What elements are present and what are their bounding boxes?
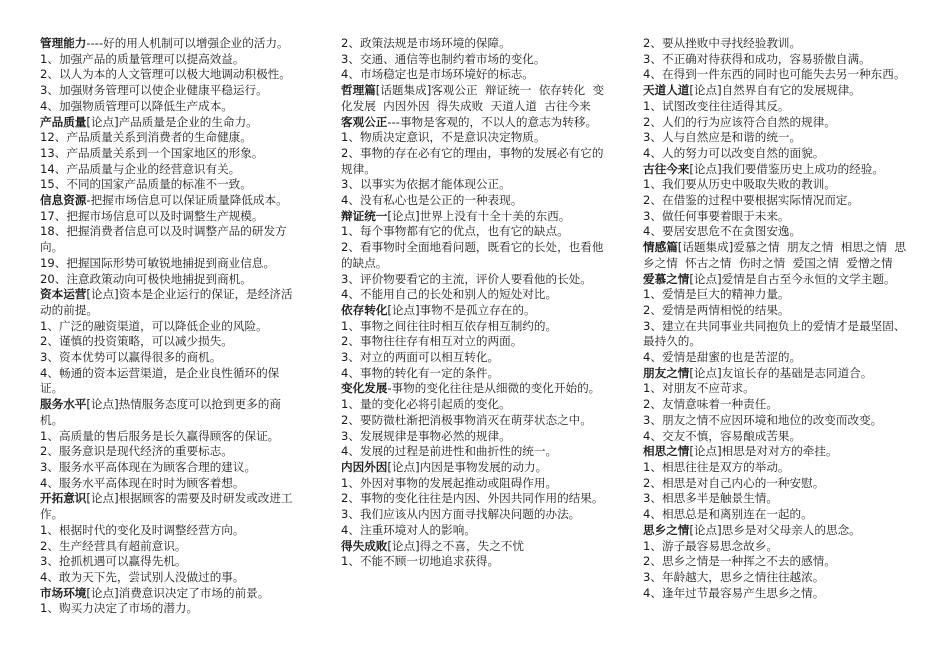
line-text: 2、在借鉴的过程中要根据实际情况而定。 — [643, 193, 860, 208]
section-heading-line — [643, 366, 913, 382]
line-text: 3、加强财务管理可以使企业健康平稳运行。 — [40, 83, 268, 98]
list-item — [341, 444, 609, 460]
line-text: [论点]得之不喜，失之不忧 — [387, 538, 524, 553]
line-text: 3、朋友之情不应因环境和地位的改变而改变。 — [643, 412, 883, 427]
list-item — [40, 99, 302, 115]
section-heading: 资本运营 — [40, 287, 87, 302]
line-text: [论点]内因是事物发展的动力。 — [387, 459, 548, 474]
list-item — [40, 224, 302, 255]
line-text: 4、交友不慎，容易酿成苦果。 — [643, 428, 802, 443]
list-item — [643, 350, 913, 366]
section-heading: 管理能力 — [40, 36, 87, 50]
line-text: 2、思乡之情是一种挥之不去的感情。 — [643, 554, 836, 569]
line-text: 4、不能用自己的长处和别人的短处对比。 — [341, 287, 558, 302]
line-text: 2、看事物时全面地看问题，既看它的长处，也看他的缺点。 — [341, 240, 604, 270]
section-heading-line — [643, 523, 913, 539]
line-text: 3、以事实为依据才能体现公正。 — [341, 177, 511, 192]
list-item — [643, 397, 913, 413]
line-text: [话题集成]客观公正 辩证统一 依存转化 变化发展 内因外因 得失成败 天道人道 古往今来 — [341, 83, 605, 113]
line-text: [论点]消费意识决定了市场的前景。 — [86, 585, 270, 600]
list-item — [643, 491, 913, 507]
list-item — [643, 476, 913, 492]
line-text: 3、我们应该从内因方面寻找解决问题的办法。 — [341, 507, 581, 522]
section-heading: 朋友之情 — [643, 365, 690, 380]
section-heading: 产品质量 — [40, 114, 87, 129]
line-text: 3、资本优势可以赢得很多的商机。 — [40, 350, 222, 365]
line-text: 3、对立的两面可以相互转化。 — [341, 350, 500, 365]
list-item — [643, 429, 913, 445]
line-text: [论点]思乡是对父母亲人的思念。 — [689, 522, 861, 537]
line-text: [论点]资本是企业运行的保证，是经济活动的前提。 — [40, 287, 293, 317]
line-text: 19、把握国际形势可敏锐地捕捉到商业信息。 — [40, 255, 276, 270]
section-heading-line — [40, 397, 302, 428]
list-item — [643, 67, 913, 83]
section-heading-line — [341, 539, 609, 555]
line-text: 1、对朋友不应苛求。 — [643, 381, 755, 396]
line-text: 1、每个事物都有它的优点，也有它的缺点。 — [341, 224, 569, 239]
line-text: 1、试图改变往往适得其反。 — [643, 98, 790, 113]
section-heading-line — [341, 460, 609, 476]
section-heading-line — [643, 240, 913, 271]
line-text: 2、要从挫败中寻找经验教训。 — [643, 36, 802, 50]
list-item — [643, 287, 913, 303]
line-text: 3、年龄越大，思乡之情往往越浓。 — [643, 569, 825, 584]
line-text: 2、以人为本的人文管理可以极大地调动积极性。 — [40, 67, 291, 82]
line-text: 13、产品质量关系到一个国家地区的形象。 — [40, 145, 264, 160]
list-item — [341, 507, 609, 523]
list-item — [40, 52, 302, 68]
line-text: 20、注意政策动向可极快地捕捉到商机。 — [40, 271, 252, 286]
line-text: 1、不能不顾一切地追求获得。 — [341, 554, 500, 569]
line-text: 2、服务意识是现代经济的重要标志。 — [40, 444, 233, 459]
section-heading: 哲理篇 — [341, 83, 376, 98]
line-text: 3、建立在共同事业共同抱负上的爱情才是最坚固、最持久的。 — [643, 318, 906, 349]
list-item — [40, 83, 302, 99]
section-heading-line — [643, 272, 913, 288]
section-heading: 客观公正 — [341, 114, 388, 129]
list-item — [643, 52, 913, 68]
section-heading: 服务水平 — [40, 397, 87, 412]
line-text: 2、友情意味着一种责任。 — [643, 397, 778, 412]
list-item — [341, 146, 609, 177]
line-text: [论点]热情服务态度可以抢到更多的商机。 — [40, 397, 281, 427]
section-heading-line — [341, 209, 609, 225]
line-text: 12、产品质量关系到消费者的生命健康。 — [40, 130, 252, 145]
list-item — [40, 444, 302, 460]
section-heading: 得失成败 — [341, 538, 388, 553]
section-heading-line — [341, 115, 609, 131]
list-item — [341, 429, 609, 445]
line-text: 3、做任何事要着眼于未来。 — [643, 208, 790, 223]
list-item — [341, 287, 609, 303]
list-item — [643, 193, 913, 209]
list-item — [341, 476, 609, 492]
list-item — [643, 146, 913, 162]
column-right — [643, 36, 913, 601]
line-text: 4、相思总是和离别连在一起的。 — [643, 507, 813, 522]
line-text: 4、畅通的资本运营渠道，是企业良性循环的保证。 — [40, 365, 280, 396]
line-text: 4、加强物质管理可以降低生产成本。 — [40, 98, 233, 113]
list-item — [643, 115, 913, 131]
section-heading: 开拓意识 — [40, 491, 87, 506]
section-heading: 思乡之情 — [643, 522, 690, 537]
line-text: 4、在得到一件东西的同时也可能失去另一种东西。 — [643, 67, 906, 82]
list-item — [341, 36, 609, 52]
list-item — [341, 177, 609, 193]
list-item — [341, 240, 609, 271]
line-text: 3、交通、通信等也制约着市场的变化。 — [341, 51, 546, 66]
line-text: 18、把握消费者信息可以及时调整产品的研发方向。 — [40, 224, 287, 255]
line-text: [论点]根据顾客的需要及时研发或改进工作。 — [40, 491, 293, 522]
list-item — [40, 67, 302, 83]
section-heading-line — [40, 115, 302, 131]
line-text: 1、购买力决定了市场的潜力。 — [40, 601, 199, 616]
section-heading-line — [341, 381, 609, 397]
list-item — [40, 554, 302, 570]
section-heading-line — [643, 444, 913, 460]
line-text: 2、要防微杜渐把消极事物消灭在萌芽状态之中。 — [341, 412, 592, 427]
line-text: 2、事物的变化往往是内因、外因共同作用的结果。 — [341, 491, 604, 506]
list-item — [643, 224, 913, 240]
line-text: 4、逢年过节最容易产生思乡之情。 — [643, 585, 825, 600]
list-item — [341, 224, 609, 240]
list-item — [643, 209, 913, 225]
line-text: 2、生产经营具有超前意识。 — [40, 538, 187, 553]
line-text: 2、爱情是两情相悦的结果。 — [643, 302, 790, 317]
list-item — [40, 209, 302, 225]
list-item — [40, 429, 302, 445]
list-item — [40, 460, 302, 476]
list-item — [40, 162, 302, 178]
list-item — [40, 334, 302, 350]
line-text: 3、服务水平高体现在为顾客合理的建议。 — [40, 459, 257, 474]
list-item — [643, 303, 913, 319]
section-heading-line — [643, 162, 913, 178]
line-text: 2、事物往往存有相互对立的两面。 — [341, 334, 523, 349]
line-text: 4、爱情是甜蜜的也是苦涩的。 — [643, 350, 802, 365]
line-text: 14、产品质量与企业的经营意识有关。 — [40, 161, 241, 176]
list-item — [40, 146, 302, 162]
list-item — [341, 67, 609, 83]
line-text: 4、发展的过程是前进性和曲折性的统一。 — [341, 444, 558, 459]
line-text: 2、人们的行为应该符合自然的规律。 — [643, 114, 836, 129]
list-item — [341, 366, 609, 382]
list-item — [40, 319, 302, 335]
section-heading-line — [40, 491, 302, 522]
line-text: 1、量的变化必将引起质的变化。 — [341, 397, 511, 412]
section-heading: 依存转化 — [341, 302, 388, 317]
line-text: 1、根据时代的变化及时调整经营方向。 — [40, 522, 245, 537]
section-heading: 情感篇 — [643, 240, 678, 255]
list-item — [643, 413, 913, 429]
line-text: 2、谨慎的投资策略，可以减少损失。 — [40, 334, 233, 349]
line-text: [论点]相思是对对方的牵挂。 — [689, 444, 838, 459]
column-middle — [341, 36, 609, 570]
line-text: [论点]友谊长存的基础是志同道合。 — [689, 365, 873, 380]
section-heading: 天道人道 — [643, 83, 690, 98]
line-text: 1、爱情是巨大的精神力量。 — [643, 287, 790, 302]
line-text: 3、相思多半是触景生情。 — [643, 491, 778, 506]
line-text: 4、注重环境对人的影响。 — [341, 522, 476, 537]
list-item — [643, 586, 913, 602]
list-item — [341, 193, 609, 209]
line-text: [论点]爱情是自古至今永恒的文学主题。 — [689, 271, 896, 286]
line-text: 1、广泛的融资渠道，可以降低企业的风险。 — [40, 318, 268, 333]
list-item — [341, 413, 609, 429]
list-item — [341, 350, 609, 366]
list-item — [643, 539, 913, 555]
line-text: 15、不同的国家产品质量的标准不一致。 — [40, 177, 252, 192]
list-item — [40, 366, 302, 397]
line-text: -把握市场信息可以保证质量降低成本。 — [86, 193, 288, 208]
line-text: 3、抢抓机遇可以赢得先机。 — [40, 554, 187, 569]
line-text: -事物的变化往往是从细微的变化开始的。 — [387, 381, 601, 396]
line-text: [话题集成]爱慕之情 朋友之情 相思之情 思乡之情 怀古之情 伤时之情 爱国之情 爱憎之情 — [643, 240, 907, 270]
section-heading: 信息资源 — [40, 193, 87, 208]
line-text: 2、事物的存在必有它的理由，事物的发展必有它的规律。 — [341, 145, 604, 176]
section-heading-line — [40, 36, 302, 52]
line-text: 1、外因对事物的发展起推动或阻碍作用。 — [341, 475, 558, 490]
line-text: 1、事物之间往往时相互依存相互制约的。 — [341, 318, 558, 333]
list-item — [341, 554, 609, 570]
line-text: ---事物是客观的，不以人的意志为转移。 — [387, 114, 598, 129]
line-text: [论点]自然界自有它的发展规律。 — [689, 83, 861, 98]
line-text: ----好的用人机制可以增强企业的活力。 — [86, 36, 289, 50]
list-item — [341, 272, 609, 288]
list-item — [40, 177, 302, 193]
list-item — [341, 52, 609, 68]
line-text: 3、人与自然应是和谐的统一。 — [643, 130, 802, 145]
section-heading: 内因外因 — [341, 459, 388, 474]
list-item — [341, 334, 609, 350]
list-item — [40, 256, 302, 272]
line-text: 4、人的努力可以改变自然的面貌。 — [643, 145, 825, 160]
section-heading-line — [40, 586, 302, 602]
list-item — [341, 397, 609, 413]
line-text: 4、要居安思危不在贪图安逸。 — [643, 224, 802, 239]
list-item — [40, 539, 302, 555]
section-heading: 相思之情 — [643, 444, 690, 459]
list-item — [643, 381, 913, 397]
list-item — [40, 601, 302, 617]
line-text: 4、服务水平高体现在时时为顾客着想。 — [40, 475, 245, 490]
line-text: 17、把握市场信息可以及时调整生产规模。 — [40, 208, 264, 223]
line-text: [论点]世界上没有十全十美的东西。 — [387, 208, 571, 223]
line-text: 1、物质决定意识，不是意识决定物质。 — [341, 130, 546, 145]
line-text: 1、加强产品的质量管理可以提高效益。 — [40, 51, 245, 66]
line-text: 1、游子最容易思念故乡。 — [643, 538, 778, 553]
list-item — [341, 319, 609, 335]
line-text: [论点]我们要借鉴历史上成功的经验。 — [689, 161, 884, 176]
line-text: 4、市场稳定也是市场环境好的标志。 — [341, 67, 534, 82]
section-heading: 辩证统一 — [341, 208, 388, 223]
list-item — [643, 460, 913, 476]
section-heading-line — [341, 303, 609, 319]
list-item — [643, 36, 913, 52]
list-item — [643, 570, 913, 586]
list-item — [40, 272, 302, 288]
list-item — [643, 130, 913, 146]
line-text: 4、没有私心也是公正的一种表现。 — [341, 193, 523, 208]
list-item — [341, 523, 609, 539]
line-text: 2、相思是对自己内心的一种安慰。 — [643, 475, 825, 490]
section-heading-line — [40, 287, 302, 318]
list-item — [643, 177, 913, 193]
line-text: 4、事物的转化有一定的条件。 — [341, 365, 500, 380]
section-heading-line — [643, 83, 913, 99]
list-item — [643, 319, 913, 350]
list-item — [40, 523, 302, 539]
list-item — [341, 491, 609, 507]
line-text: 1、相思往往是双方的举动。 — [643, 459, 790, 474]
line-text: [论点]产品质量是企业的生命力。 — [86, 114, 258, 129]
section-heading-line — [40, 193, 302, 209]
line-text: 2、政策法规是市场环境的保障。 — [341, 36, 511, 50]
list-item — [40, 476, 302, 492]
list-item — [40, 570, 302, 586]
section-heading: 变化发展 — [341, 381, 388, 396]
line-text: [论点]事物不是孤立存在的。 — [387, 302, 536, 317]
line-text: 4、敢为天下先，尝试别人没做过的事。 — [40, 569, 245, 584]
line-text: 3、发展规律是事物必然的规律。 — [341, 428, 511, 443]
section-heading: 市场环境 — [40, 585, 87, 600]
list-item — [643, 554, 913, 570]
section-heading: 古往今来 — [643, 161, 690, 176]
list-item — [40, 130, 302, 146]
list-item — [643, 99, 913, 115]
list-item — [40, 350, 302, 366]
line-text: 1、高质量的售后服务是长久赢得顾客的保证。 — [40, 428, 280, 443]
line-text: 1、我们要从历史中吸取失败的教训。 — [643, 177, 836, 192]
list-item — [643, 507, 913, 523]
line-text: 3、不正确对待获得和成功，容易骄傲自满。 — [643, 51, 871, 66]
column-left — [40, 36, 302, 617]
list-item — [341, 130, 609, 146]
line-text: 3、评价物要看它的主流，评价人要看他的长处。 — [341, 271, 592, 286]
section-heading: 爱慕之情 — [643, 271, 690, 286]
section-heading-line — [341, 83, 609, 114]
